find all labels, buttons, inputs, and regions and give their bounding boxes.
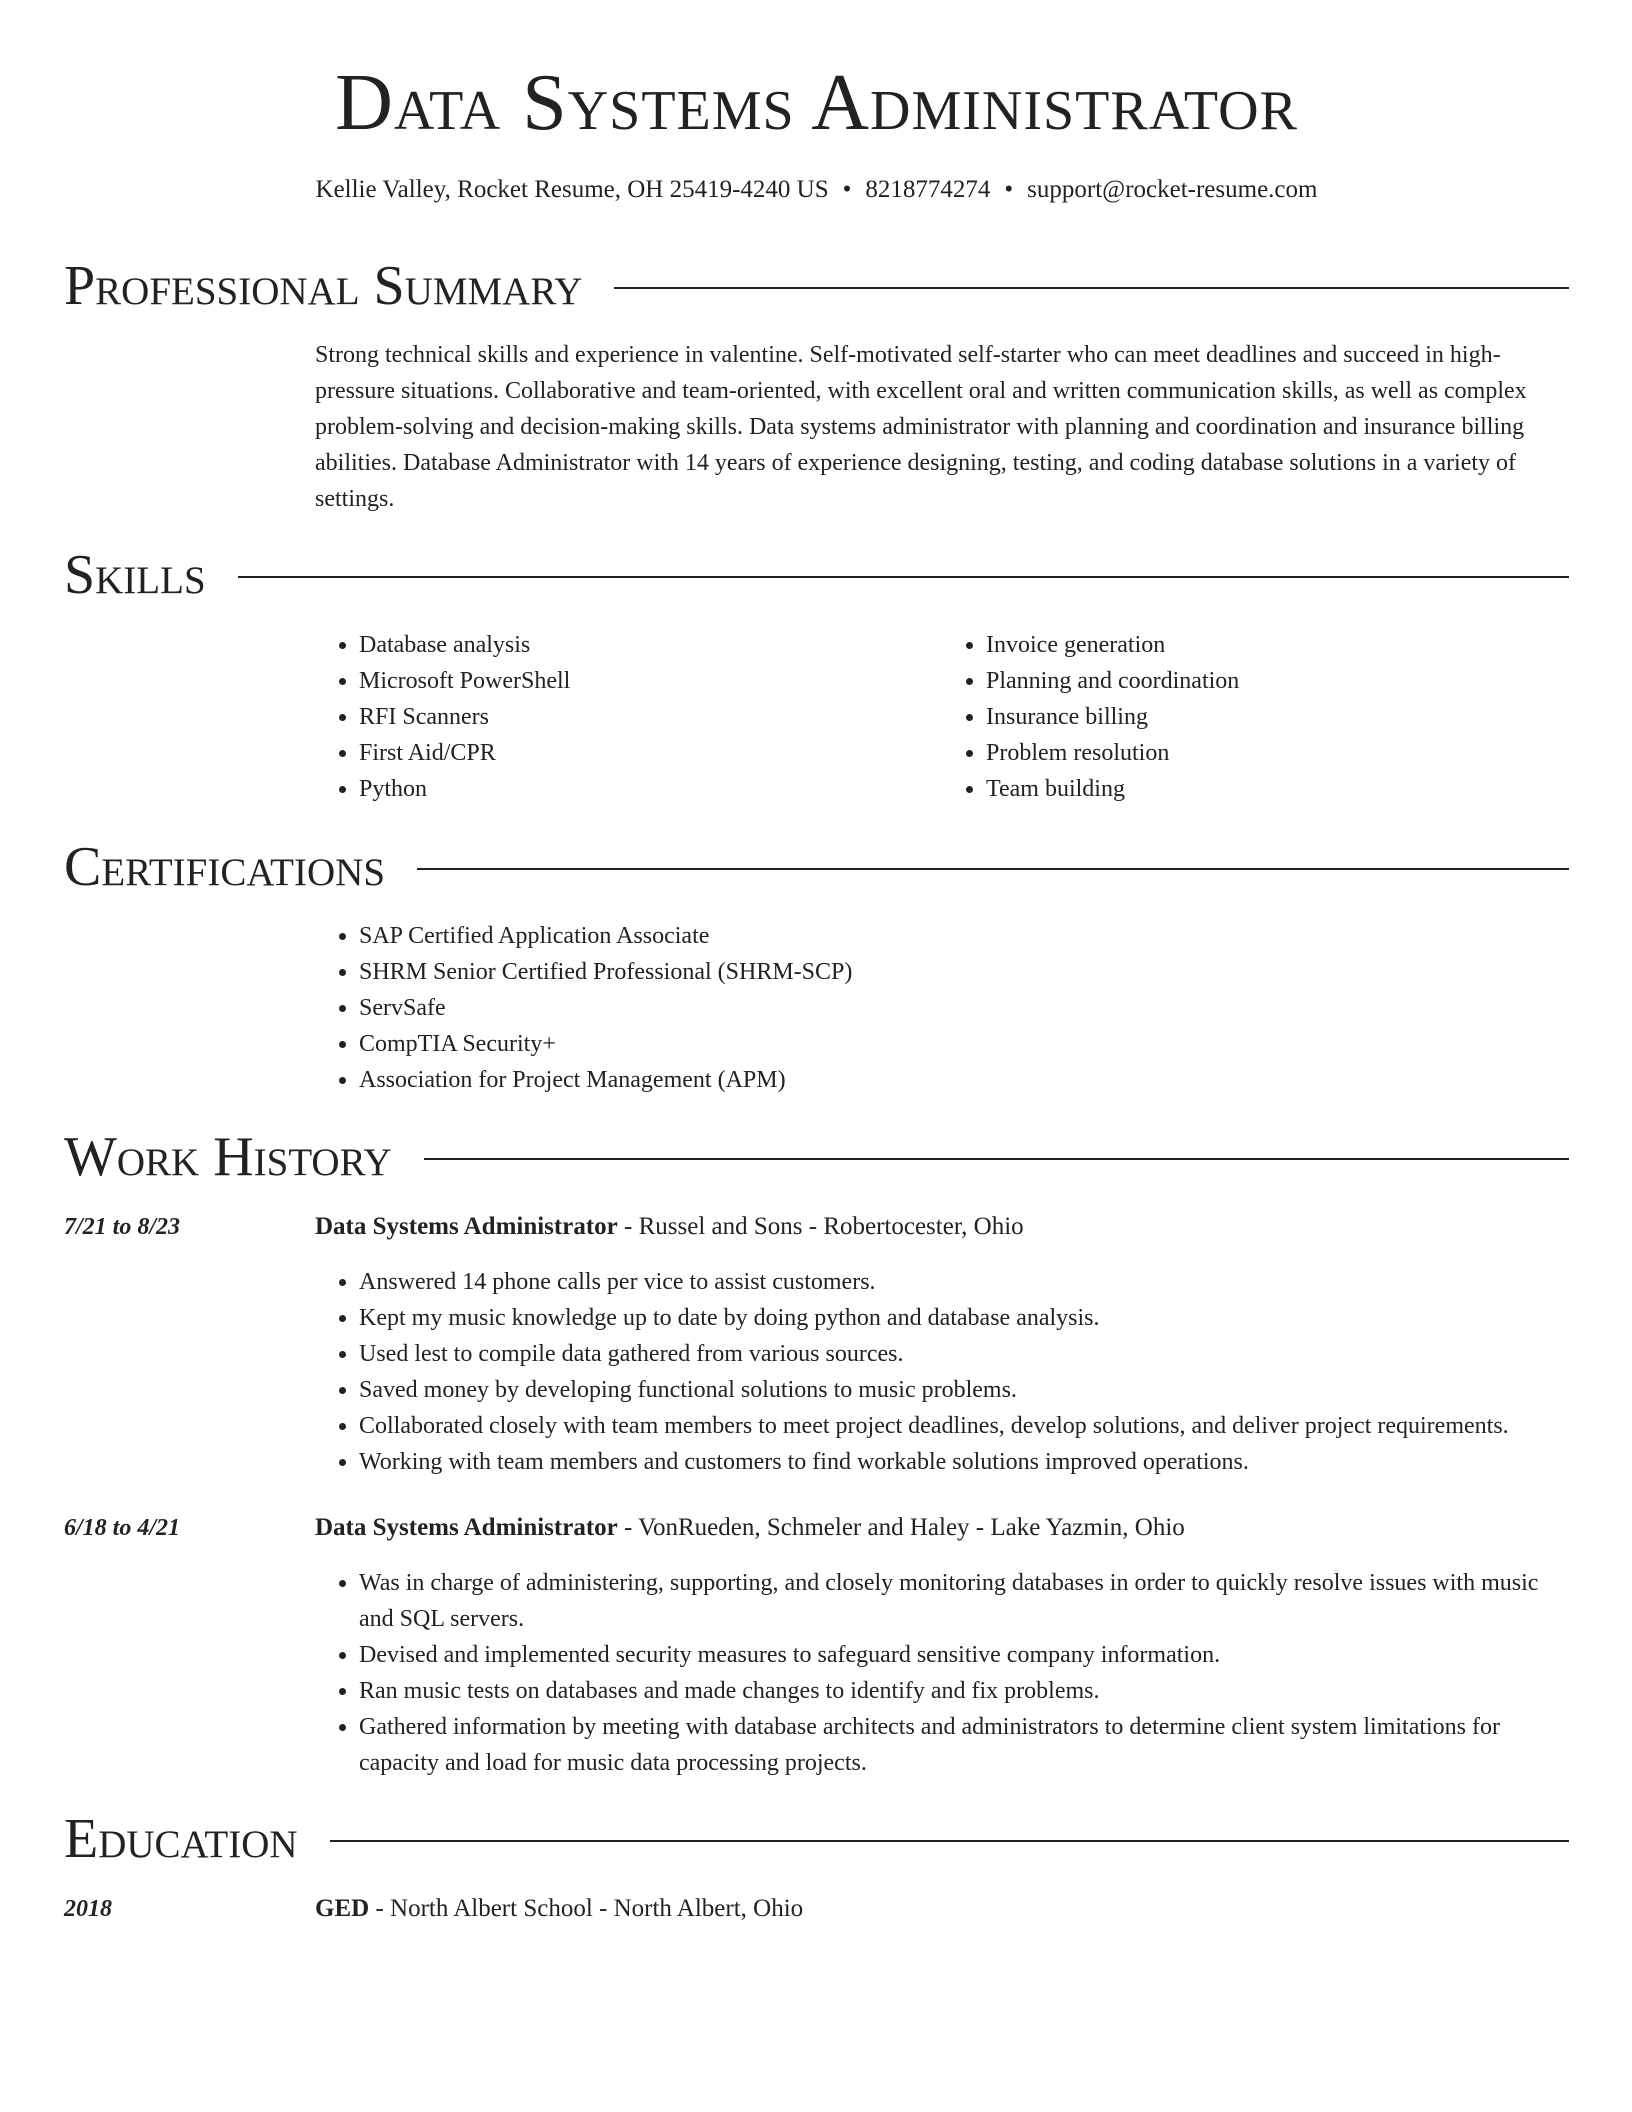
certification-item: • SHRM Senior Certified Professional (SHRM-SCP) bbox=[359, 954, 1569, 990]
job-title: Data Systems Administrator bbox=[315, 1514, 618, 1541]
summary-text: Strong technical skills and experience in valentine. Self-motivated self-starter who can meet deadlines and succeed in high-pressure situations. Collaborative and team-oriented, with excellent oral and written communication skills, as well as complex problem-solving and decision-making skills. Data systems administrator with planning and coordination and insurance billing abilities. Database Administrator with 14 years of experience designing, testing, and coding database solutions in a variety of settings. bbox=[315, 342, 1527, 512]
job-employer-location: - VonRueden, Schmeler and Haley - Lake Yazmin, Ohio bbox=[617, 1514, 1185, 1541]
job-bullet: • Was in charge of administering, supporting, and closely monitoring databases in order to quickly resolve issues with music and SQL servers. bbox=[359, 1565, 1569, 1637]
skill-item: • Database analysis bbox=[359, 627, 942, 663]
job-bullet: • Working with team members and customers to find workable solutions improved operations. bbox=[359, 1444, 1569, 1480]
job-bullet: • Answered 14 phone calls per vice to assist customers. bbox=[359, 1264, 1569, 1300]
section-divider bbox=[424, 1158, 1569, 1160]
contact-address: Kellie Valley, Rocket Resume, OH 25419-4240 US bbox=[315, 176, 829, 203]
certifications-section-title: Certifications bbox=[64, 836, 386, 898]
certification-item: • SAP Certified Application Associate bbox=[359, 918, 1569, 954]
work-history-section-title: Work History bbox=[64, 1126, 392, 1188]
job-bullet: • Devised and implemented security measures to safeguard sensitive company information. bbox=[359, 1637, 1569, 1673]
job-bullet: • Used lest to compile data gathered from various sources. bbox=[359, 1336, 1569, 1372]
certification-item: • Association for Project Management (APM) bbox=[359, 1062, 1569, 1098]
job-dates: 6/18 to 4/21 bbox=[64, 1515, 181, 1541]
job-bullet: • Ran music tests on databases and made changes to identify and fix problems. bbox=[359, 1673, 1569, 1709]
contact-separator: • bbox=[842, 176, 852, 203]
summary-section-header bbox=[64, 254, 1569, 318]
job-bullets bbox=[315, 1264, 1569, 1480]
certifications-section-header bbox=[64, 835, 1569, 899]
job-heading bbox=[315, 1209, 1569, 1245]
contact-line bbox=[64, 172, 1569, 208]
education-degree: GED bbox=[315, 1895, 370, 1922]
education-section-header bbox=[64, 1807, 1569, 1871]
section-divider bbox=[238, 576, 1569, 578]
summary-section-title: Professional Summary bbox=[64, 255, 583, 317]
contact-phone: 8218774274 bbox=[865, 176, 991, 203]
certifications-list bbox=[315, 918, 1569, 1098]
section-divider bbox=[417, 868, 1569, 870]
skills-column-left bbox=[315, 627, 942, 807]
job-dates: 7/21 to 8/23 bbox=[64, 1214, 181, 1240]
skills-list bbox=[315, 627, 1569, 807]
contact-email: support@rocket-resume.com bbox=[1027, 176, 1318, 203]
job-bullet: • Kept my music knowledge up to date by doing python and database analysis. bbox=[359, 1300, 1569, 1336]
job-bullet: • Collaborated closely with team members to meet project deadlines, develop solutions, and deliver project requirements. bbox=[359, 1408, 1569, 1444]
skill-item: • First Aid/CPR bbox=[359, 735, 942, 771]
contact-separator: • bbox=[1004, 176, 1014, 203]
job-bullet: • Gathered information by meeting with database architects and administrators to determine client system limitations for capacity and load for music data processing projects. bbox=[359, 1709, 1569, 1781]
skills-section-header bbox=[64, 543, 1569, 607]
skill-item: • Microsoft PowerShell bbox=[359, 663, 942, 699]
skill-item: • Problem resolution bbox=[986, 735, 1569, 771]
skills-column-right bbox=[942, 627, 1569, 807]
resume-name-title: Data Systems Administrator bbox=[335, 59, 1298, 147]
job-bullets bbox=[315, 1565, 1569, 1781]
section-divider bbox=[330, 1840, 1569, 1842]
job-employer-location: - Russel and Sons - Robertocester, Ohio bbox=[617, 1213, 1024, 1240]
section-divider bbox=[614, 287, 1569, 289]
job-heading bbox=[315, 1510, 1569, 1546]
education-section-title: Education bbox=[64, 1808, 298, 1870]
skill-item: • Team building bbox=[986, 771, 1569, 807]
education-school-location: - North Albert School - North Albert, Ohio bbox=[369, 1895, 804, 1922]
work-history-section-header bbox=[64, 1125, 1569, 1189]
skills-section-title: Skills bbox=[64, 544, 206, 606]
skill-item: • Planning and coordination bbox=[986, 663, 1569, 699]
skill-item: • Invoice generation bbox=[986, 627, 1569, 663]
certification-item: • ServSafe bbox=[359, 990, 1569, 1026]
certification-item: • CompTIA Security+ bbox=[359, 1026, 1569, 1062]
job-bullet: • Saved money by developing functional solutions to music problems. bbox=[359, 1372, 1569, 1408]
skill-item: • Insurance billing bbox=[986, 699, 1569, 735]
education-year: 2018 bbox=[64, 1896, 112, 1922]
education-heading bbox=[315, 1891, 1569, 1927]
skill-item: • Python bbox=[359, 771, 942, 807]
skill-item: • RFI Scanners bbox=[359, 699, 942, 735]
job-title: Data Systems Administrator bbox=[315, 1213, 618, 1240]
